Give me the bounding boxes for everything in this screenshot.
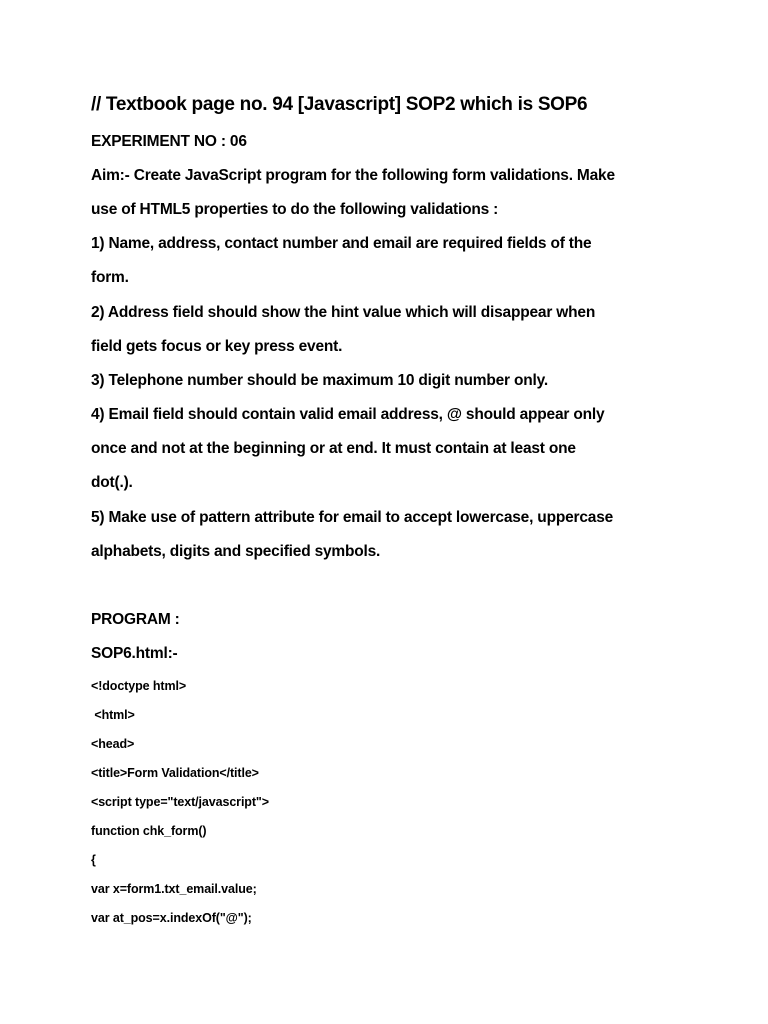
aim-line: use of HTML5 properties to do the following validations : [91,201,499,218]
code-line: var x=form1.txt_email.value; [91,882,257,896]
aim-line: 4) Email field should contain valid email address, @ should appear only [91,406,605,423]
aim-line: Aim:- Create JavaScript program for the following form validations. Make [91,167,615,184]
aim-line: 2) Address field should show the hint value which will disappear when [91,304,596,321]
aim-line: alphabets, digits and specified symbols. [91,543,381,560]
code-line: <script type="text/javascript"> [91,795,269,809]
program-heading: PROGRAM : [91,611,180,628]
code-line: var at_pos=x.indexOf("@"); [91,911,252,925]
aim-line: once and not at the beginning or at end. It must contain at least one [91,440,576,457]
aim-line: form. [91,269,129,286]
page-title: // Textbook page no. 94 [Javascript] SOP2 which is SOP6 [91,94,588,115]
experiment-number: EXPERIMENT NO : 06 [91,133,247,150]
aim-line: field gets focus or key press event. [91,338,343,355]
code-line: <!doctype html> [91,679,187,693]
code-line: { [91,853,96,867]
file-heading: SOP6.html:- [91,645,178,662]
aim-line: 3) Telephone number should be maximum 10 digit number only. [91,372,548,389]
aim-line: 5) Make use of pattern attribute for email to accept lowercase, uppercase [91,509,614,526]
aim-line: 1) Name, address, contact number and email are required fields of the [91,235,592,252]
code-line: <html> [91,708,135,722]
code-line: <title>Form Validation</title> [91,766,259,780]
code-line: <head> [91,737,135,751]
aim-line: dot(.). [91,474,133,491]
code-line: function chk_form() [91,824,207,838]
